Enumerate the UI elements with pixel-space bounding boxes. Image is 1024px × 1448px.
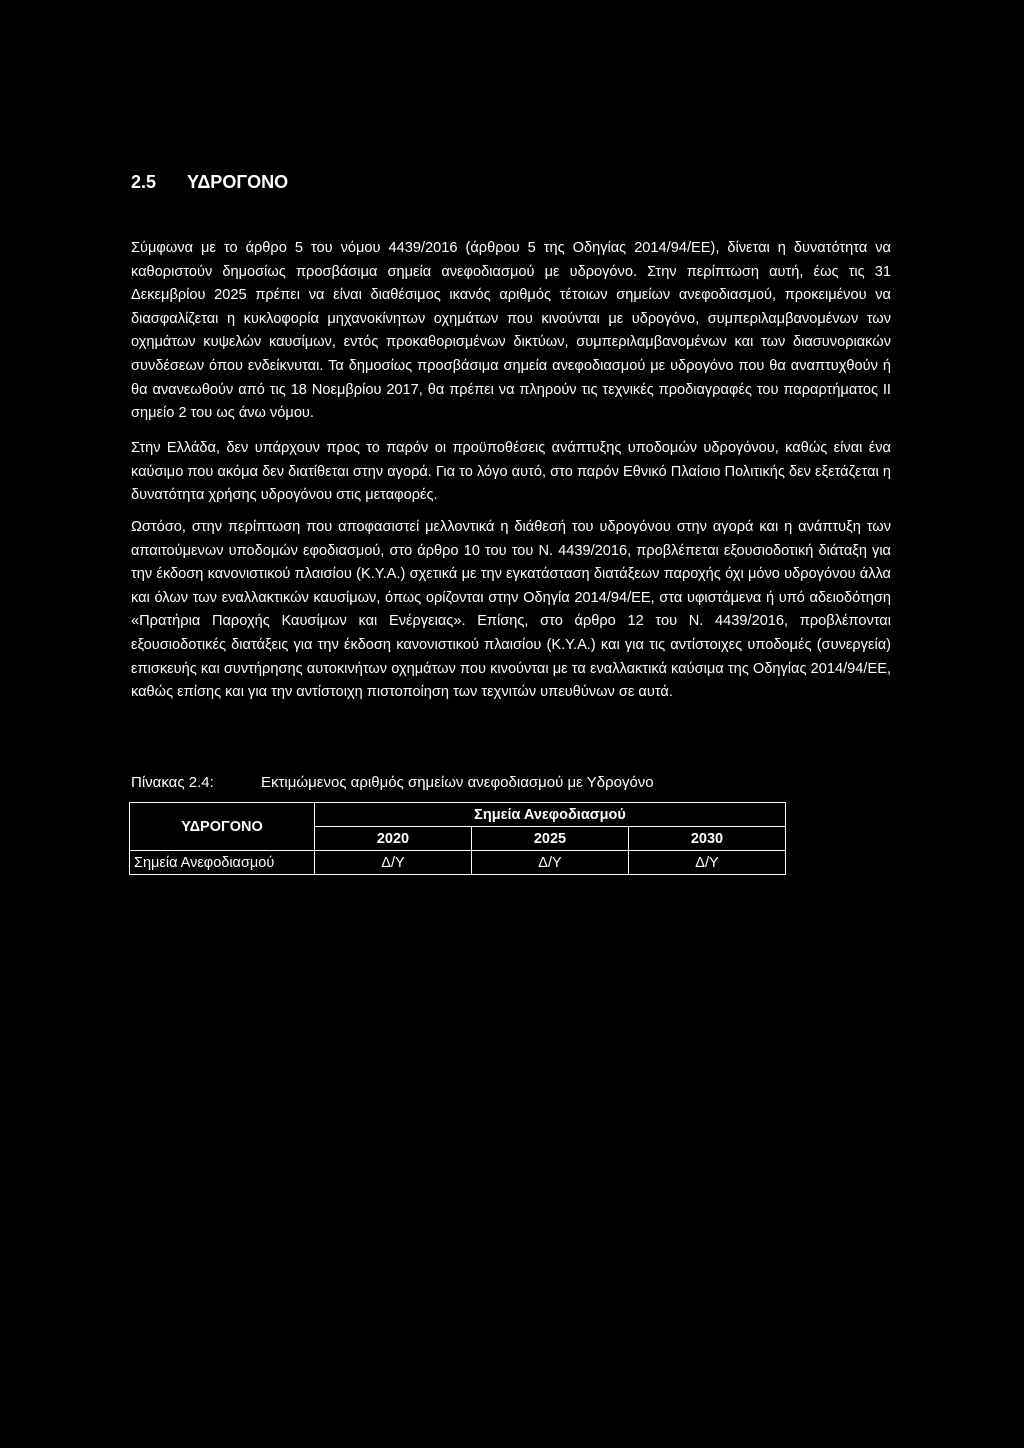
paragraph: Στην Ελλάδα, δεν υπάρχουν προς το παρόν οι προϋποθέσεις ανάπτυξης υποδομών υδρογόνου, καθώς είναι ένα καύσιμο που ακόμα δεν διατίθεται στην αγορά. Για το λόγο αυτό, στο παρόν Εθνικό Πλαίσιο Πολιτικής δεν εξετάζεται η δυνατότητα χρήσης υδρογόνου στις μεταφορές. (131, 440, 891, 504)
table-corner-header: ΥΔΡΟΓΟΝΟ (130, 803, 315, 851)
table-caption-label: Πίνακας 2.4: (131, 774, 214, 791)
table-caption (131, 774, 654, 791)
year-header: 2025 (472, 827, 629, 851)
section-title: ΥΔΡΟΓΟΝΟ (187, 172, 289, 192)
paragraph: Ωστόσο, στην περίπτωση που αποφασιστεί μελλοντικά η διάθεσή του υδρογόνου στην αγορά και η ανάπτυξη των απαιτούμενων υποδομών εφοδιασμού, στο άρθρο 10 του του Ν. 4439/2016, προβλέπεται εξουσιοδοτική διάταξη για την έκδοση κανονιστικού πλαισίου (Κ.Υ.Α.) σχετικά με την εγκατάσταση διατάξεων παροχής όχι μόνο υδρογόνου άλλα και όλων των εναλλακτικών καυσίμων, όπως ορίζονται στην Οδηγία 2014/94/ΕΕ, στα υφιστάμενα ή υπό αδειοδότηση «Πρατήρια Παροχής Καυσίμων και Ενέργειας». Επίσης, στο άρθρο 12 του Ν. 4439/2016, προβλέπονται εξουσιοδοτικές διατάξεις για την έκδοση κανονιστικού πλαισίου (Κ.Υ.Α.) και για τις αντίστοιχες υποδομές (συνεργεία) επισκευής και συντήρησης αυτοκινήτων οχημάτων που κινούνται με τα εναλλακτικά καύσιμα της Οδηγίας 2014/94/ΕΕ, καθώς επίσης και για την αντίστοιχη πιστοποίηση των τεχνιτών υπευθύνων σε αυτά. (131, 519, 891, 701)
section-number: 2.5 (131, 172, 157, 192)
year-header: 2020 (315, 827, 472, 851)
table-group-header: Σημεία Ανεφοδιασμού (315, 803, 786, 827)
table-row (130, 851, 786, 875)
table-caption-text: Εκτιμώμενος αριθμός σημείων ανεφοδιασμού με Υδρογόνο (261, 774, 654, 791)
table-cell: Δ/Υ (315, 851, 472, 875)
table-header-row (130, 803, 786, 827)
refueling-points-table (129, 802, 786, 875)
year-header: 2030 (629, 827, 786, 851)
section-heading (131, 172, 288, 193)
row-label: Σημεία Ανεφοδιασμού (130, 851, 315, 875)
table-cell: Δ/Υ (629, 851, 786, 875)
paragraph: Σύμφωνα με το άρθρο 5 του νόμου 4439/2016 (άρθρου 5 της Οδηγίας 2014/94/ΕΕ), δίνεται η δυνατότητα να καθοριστούν δημοσίως προσβάσιμα σημεία ανεφοδιασμού με υδρογόνο. Στην περίπτωση αυτή, έως τις 31 Δεκεμβρίου 2025 πρέπει να είναι διαθέσιμος ικανός αριθμός τέτοιων σημείων ανεφοδιασμού, προκειμένου να διασφαλίζεται η κυκλοφορία μηχανοκίνητων οχημάτων που κινούνται με υδρογόνο, συμπεριλαμβανομένων των οχημάτων κυψελών καυσίμων, εντός προκαθορισμένων δικτύων, συμπεριλαμβανομένων και των διασυνοριακών συνδέσεων όπου ενδείκνυται. Τα δημοσίως προσβάσιμα σημεία ανεφοδιασμού με υδρογόνο που θα αναπτυχθούν ή θα ανανεωθούν από τις 18 Νοεμβρίου 2017, θα πρέπει να πληρούν τις τεχνικές προδιαγραφές του παραρτήματος ΙΙ σημείο 2 του ως άνω νόμου. (131, 240, 891, 422)
table-cell: Δ/Υ (472, 851, 629, 875)
